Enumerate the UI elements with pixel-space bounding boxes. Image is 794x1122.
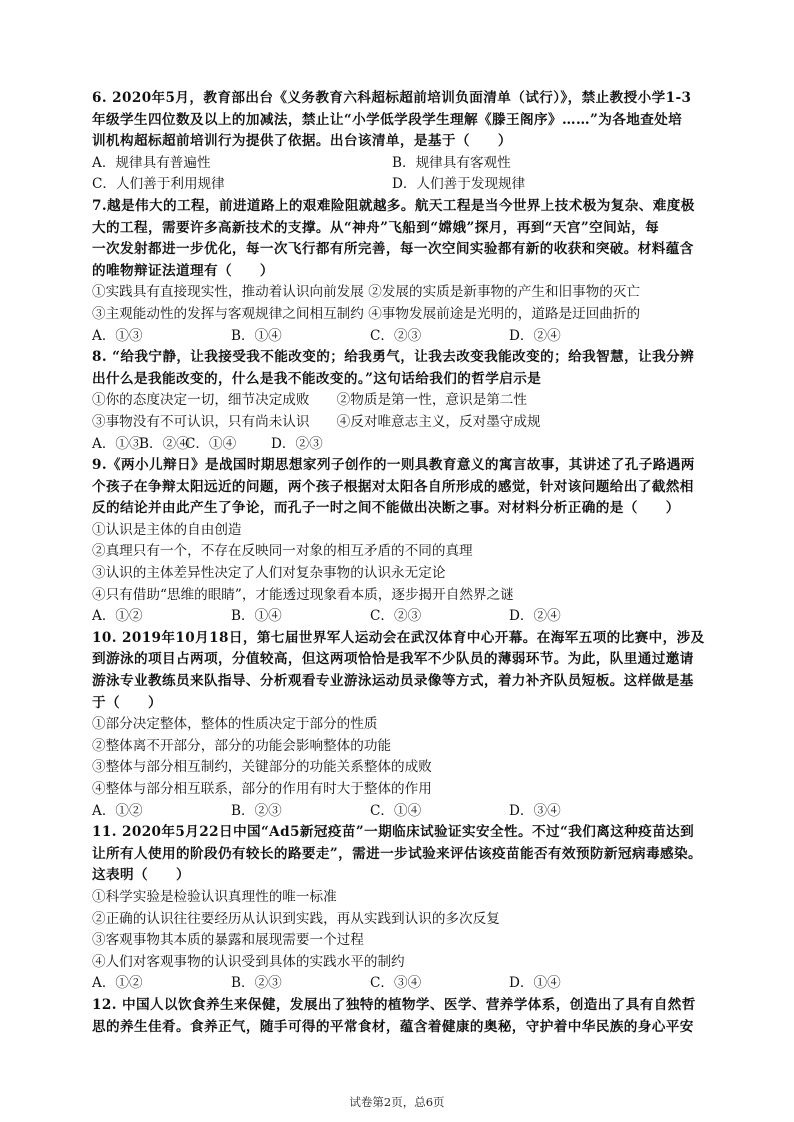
option-a: A．①③: [92, 327, 143, 344]
option-c: C．①④: [185, 435, 237, 452]
question-11-statement-3: ③客观事物其本质的暴露和展现需要一个过程: [92, 932, 364, 949]
question-10-line-1: 10. 2019年10月18日，第七届世界军人运动会在武汉体育中心开幕。在海军五项的比赛中，涉及: [92, 629, 705, 646]
option-a: A．①②: [92, 975, 143, 992]
option-d: D．②④: [509, 327, 561, 344]
question-7-line-3: 一次发射都进一步优化，每一次飞行都有所完善，每一次空间实验都有新的收获和突破。材料蕴含: [92, 241, 694, 258]
option-b: B．①④: [231, 608, 282, 625]
question-7-options: [92, 326, 712, 348]
question-10-line-3: 游泳专业教练员来队指导、分析观看专业游泳运动员录像等方式，着力补齐队员短板。这样做是基: [92, 673, 694, 690]
question-11-options: [92, 973, 712, 995]
question-6-line-1: 6. 2020年5月，教育部出台《义务教育六科超标超前培训负面清单（试行）》，禁止教授小学1-3: [92, 90, 692, 106]
question-11-line-1: 11. 2020年5月22日中国“Ad5新冠疫苗”一期临床试验证实安全性。不过“我们离这种疫苗达到: [92, 824, 695, 841]
option-b: B．规律具有客观性: [392, 154, 511, 171]
question-9-line-1: 9.《两小儿辩日》是战国时期思想家列子创作的一则具教育意义的寓言故事，其讲述了孔子路遇两: [92, 457, 695, 474]
option-c: C．①④: [370, 802, 422, 819]
option-b: B．①④: [231, 327, 282, 344]
question-10-line-4: 于（ ）: [92, 694, 162, 711]
question-8-statement-1: ①你的态度决定一切，细节决定成败 ②物质是第一性，意识是第二性: [92, 392, 527, 409]
question-9-statement-1: ①认识是主体的自由创造: [92, 521, 242, 538]
question-10-statement-2: ②整体离不开部分，部分的功能会影响整体的功能: [92, 737, 392, 754]
question-10-statement-3: ③整体与部分相互制约，关键部分的功能关系整体的成败: [92, 759, 432, 776]
question-6-options-row-1: [92, 153, 712, 175]
question-6-line-2: 年级学生四位数及以上的加减法，禁止让“小学低学段学生理解《滕王阁序》……”为各地查处培: [92, 111, 683, 128]
option-c: C．②③: [370, 327, 422, 344]
question-8-line-1: 8. “给我宁静，让我接受我不能改变的；给我勇气，让我去改变我能改变的；给我智慧，让我分辨: [92, 349, 695, 366]
question-10-statement-4: ④整体与部分相互联系，部分的作用有时大于整体的作用: [92, 781, 432, 797]
question-10-options: [92, 801, 712, 823]
question-9-options: [92, 606, 712, 628]
question-12-line-1: 12. 中国人以饮食养生来保健，发展出了独特的植物学、医学、营养学体系，创造出了具有自然哲: [92, 996, 696, 1013]
question-11-statement-4: ④人们对客观事物的认识受到具体的实践水平的制约: [92, 953, 405, 970]
question-9-line-2: 个孩子在争辩太阳远近的问题，两个孩子根据对太阳各自所形成的感觉，针对该问题给出了截然相: [92, 478, 694, 495]
option-c: C．人们善于利用规律: [92, 176, 225, 193]
question-9-statement-3: ③认识的主体差异性决定了人们对复杂事物的认识永无定论: [92, 565, 446, 582]
question-7-line-1: 7.越是伟大的工程，前进道路上的艰难险阻就越多。航天工程是当今世界上技术极为复杂、难度极: [92, 197, 695, 214]
option-c: C．③④: [370, 975, 422, 992]
question-7-statement-2: ③主观能动性的发挥与客观规律之间相互制约 ④事物发展前途是光明的，道路是迂回曲折的: [92, 305, 641, 322]
option-b: B．②④: [139, 435, 190, 452]
question-8-options: [92, 434, 712, 456]
option-d: D．②④: [509, 608, 561, 625]
option-d: D．③④: [509, 802, 561, 819]
option-b: B．②③: [231, 802, 282, 819]
option-a: A．①③: [92, 435, 143, 452]
option-a: A．①②: [92, 802, 143, 819]
option-b: B．②③: [231, 975, 282, 992]
option-d: D．人们善于发现规律: [392, 176, 526, 193]
question-8-line-2: 出什么是我能改变的，什么是我不能改变的。”这句话给我们的哲学启示是: [92, 370, 542, 387]
page-footer: 试卷第2页，总6页: [349, 1095, 445, 1109]
option-a: A．规律具有普遍性: [92, 154, 211, 171]
option-a: A．①②: [92, 608, 143, 625]
question-10-statement-1: ①部分决定整体，整体的性质决定于部分的性质: [92, 716, 378, 733]
question-11-statement-1: ①科学实验是检验认识真理性的唯一标准: [92, 888, 337, 905]
question-7-statement-1: ①实践具有直接现实性，推动着认识向前发展 ②发展的实质是新事物的产生和旧事物的灭亡: [92, 284, 641, 301]
question-11-statement-2: ②正确的认识往往要经历从认识到实践，再从实践到认识的多次反复: [92, 910, 500, 927]
question-9-statement-4: ④只有借助“思维的眼睛”，才能透过现象看本质，逐步揭开自然界之谜: [92, 586, 514, 603]
question-6-line-3: 训机构超标超前培训行为提供了依据。出台该清单，是基于（ ）: [92, 133, 512, 150]
question-10-line-2: 到游泳的项目占两项，分值较高，但这两项恰恰是我军不少队员的薄弱环节。为此，队里通过邀请: [92, 651, 694, 668]
option-d: D．①④: [509, 975, 561, 992]
question-7-line-2: 大的工程，需要许多高新技术的支撑。从“神舟”飞船到“嫦娥”探月，再到“天宫”空间站，每: [92, 219, 660, 236]
exam-page: [92, 88, 712, 1038]
question-8-statement-2: ③事物没有不可认识，只有尚未认识 ④反对唯意志主义，反对墨守成规: [92, 413, 541, 430]
question-12-line-2: 思的养生佳肴。食养正气，随手可得的平常食材，蕴含着健康的奥秘，守护着中华民族的身心平安: [92, 1018, 694, 1035]
question-11-line-2: 让所有人使用的阶段仍有较长的路要走”，需进一步试验来评估该疫苗能否有效预防新冠病毒感染。: [92, 845, 702, 862]
option-d: D．②③: [271, 435, 323, 452]
question-11-line-3: 这表明（ ）: [92, 867, 190, 884]
question-7-line-4: 的唯物辩证法道理有（ ）: [92, 262, 274, 279]
question-9-statement-2: ②真理只有一个，不存在反映同一对象的相互矛盾的不同的真理: [92, 543, 473, 560]
question-6-options-row-2: [92, 174, 712, 196]
question-9-line-3: 反的结论并由此产生了争论，而孔子一时之间不能做出决断之事。对材料分析正确的是（ ）: [92, 500, 680, 517]
option-c: C．②③: [370, 608, 422, 625]
